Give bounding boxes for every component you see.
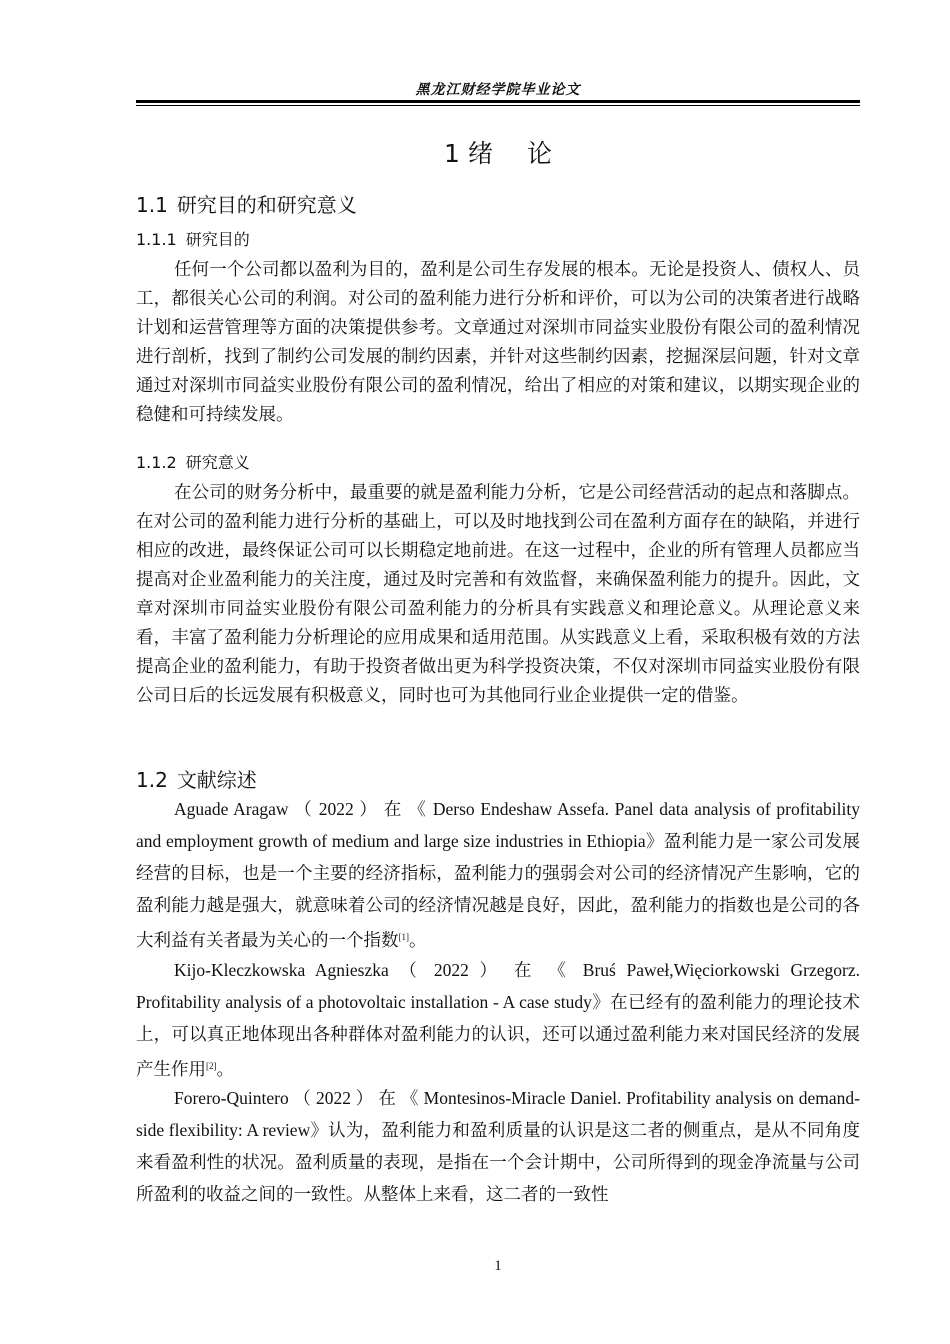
paragraph-literature-2: Kijo-Kleczkowska Agnieszka （ 2022 ） 在 《 Bruś Paweł,Więciorkowski Grzegorz. Profitability analysis of a photovoltaic installation - A case study》在已经有的盈利能力的理论技术上，可以真正地体现出各种群体对盈利能力的认识，还可以通过盈利能力来对国民经济的发展产生作用[2]。 <box>136 960 860 1079</box>
header-rule-thick <box>136 100 860 103</box>
section-heading-1-1-1 <box>136 227 250 250</box>
section-number: 1.1 <box>136 193 168 217</box>
section-heading-1-2 <box>136 764 257 793</box>
chapter-title <box>136 134 860 170</box>
section-heading-1-1-2 <box>136 450 250 473</box>
section-number: 1.1.1 <box>136 230 177 249</box>
section-title: 研究目的和研究意义 <box>176 193 357 217</box>
chapter-number: 1 <box>444 139 460 168</box>
citation-ref: [2] <box>206 1061 217 1071</box>
paragraph-research-purpose: 任何一个公司都以盈利为目的，盈利是公司生存发展的根本。无论是投资人、债权人、员工，都很关心公司的利润。对公司的盈利能力进行分析和评价，可以为公司的决策者进行战略计划和运营管理等方面的决策提供参考。文章通过对深圳市同益实业股份有限公司的盈利情况进行剖析，找到了制约公司发展的制约因素，并针对这些制约因素，挖掘深层问题，针对文章通过对深圳市同益实业股份有限公司的盈利情况，给出了相应的对策和建议，以期实现企业的稳健和可持续发展。 <box>136 259 860 424</box>
paragraph-literature-3: Forero-Quintero （ 2022 ） 在 《 Montesinos-Miracle Daniel. Profitability analysis on demand-side flexibility: A review》认为，盈利能力和盈利质量的认识是这二者的侧重点，是从不同角度来看盈利性的状况。盈利质量的表现，是指在一个会计期中，公司所得到的现金净流量与公司所盈利的收益之间的一致性。从整体上来看，这二者的一致性 <box>136 1088 860 1204</box>
section-title: 研究目的 <box>185 230 250 249</box>
paragraph-research-significance: 在公司的财务分析中，最重要的就是盈利能力分析，它是公司经营活动的起点和落脚点。在对公司的盈利能力进行分析的基础上，可以及时地找到公司在盈利方面存在的缺陷，并进行相应的改进，最终保证公司可以长期稳定地前进。在这一过程中，企业的所有管理人员都应当提高对企业盈利能力的关注度，通过及时完善和有效监督，来确保盈利能力的提升。因此，文章对深圳市同益实业股份有限公司盈利能力的分析具有实践意义和理论意义。从理论意义来看，丰富了盈利能力分析理论的应用成果和适用范围。从实践意义上看，采取积极有效的方法提高企业的盈利能力，有助于投资者做出更为科学投资决策，不仅对深圳市同益实业股份有限公司日后的长远发展有积极意义，同时也可为其他同行业企业提供一定的借鉴。 <box>136 482 860 705</box>
section-heading-1-1 <box>136 189 357 218</box>
section-number: 1.2 <box>136 768 168 792</box>
page-number: 1 <box>494 1258 502 1274</box>
section-title: 研究意义 <box>185 453 250 472</box>
document-page <box>136 0 860 1344</box>
running-header: 黑龙江财经学院毕业论文 <box>415 83 581 98</box>
citation-ref: [1] <box>398 932 409 942</box>
header-rule-thin <box>136 105 860 106</box>
section-title: 文献综述 <box>176 768 257 792</box>
paragraph-literature-1: Aguade Aragaw （ 2022 ） 在 《 Derso Endeshaw Assefa. Panel data analysis of profitability and employment growth of medium and large size industries in Ethiopia》盈利能力是一家公司发展经营的目标，也是一个主要的经济指标，盈利能力的强弱会对公司的经济情况产生影响，它的盈利能力越是强大，就意味着公司的经济情况越是良好，因此，盈利能力的指数也是公司的各大利益有关者最为关心的一个指数[1]。 <box>136 799 860 950</box>
chapter-title-part-1: 绪 <box>467 139 493 168</box>
chapter-title-part-2: 论 <box>526 139 552 168</box>
section-number: 1.1.2 <box>136 453 177 472</box>
